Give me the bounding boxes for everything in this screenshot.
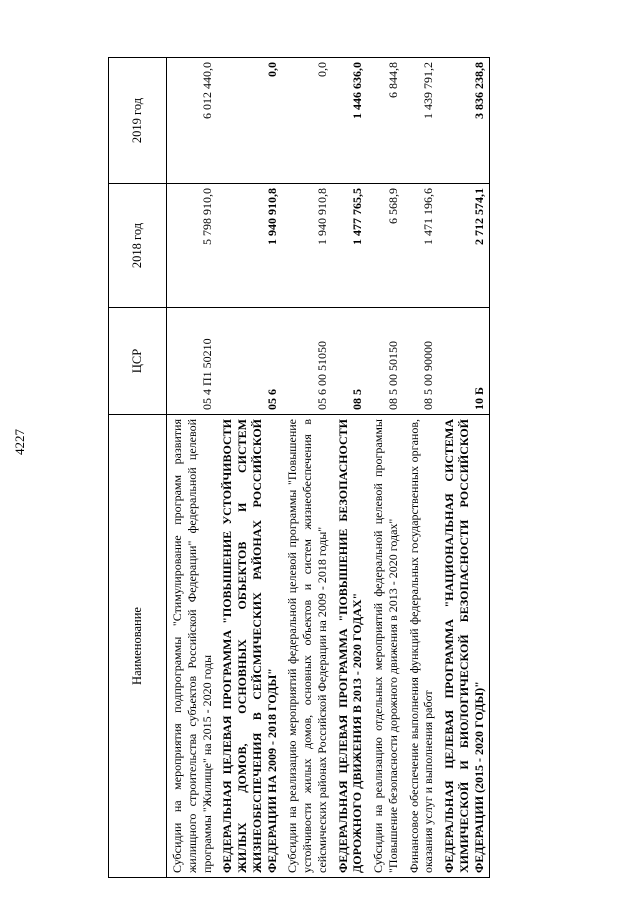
- row-code: 08 5: [333, 308, 369, 415]
- row-2018: 5 798 910,0: [167, 184, 218, 308]
- row-2019: 1 439 791,2: [404, 58, 440, 184]
- row-2018: 2 712 574,1: [439, 184, 490, 308]
- row-code: 05 6 00 51050: [282, 308, 332, 415]
- table-row: [439, 58, 490, 878]
- row-2019: 1 446 636,0: [333, 58, 369, 184]
- row-name: Субсидии на реализацию отдельных мероприятий федеральной целевой программы "Повышение безопасности дорожного движения в 2013 - 2020 годах": [368, 415, 404, 878]
- row-name: Субсидии на реализацию мероприятий федеральной целевой программы "Повышение устойчивости жилых домов, основных объектов и систем жизнеобеспечения в сейсмических районах Российской Федерации на 2009 - 2018 годы": [282, 415, 332, 878]
- table-row: [217, 58, 282, 878]
- row-2019: 0,0: [217, 58, 282, 184]
- row-code: 08 5 00 90000: [404, 308, 440, 415]
- row-2019: 6 844,8: [368, 58, 404, 184]
- row-2019: 6 012 440,0: [167, 58, 218, 184]
- header-code: ЦСР: [109, 308, 167, 415]
- row-2018: 1 940 910,8: [217, 184, 282, 308]
- page-number: 4227: [12, 429, 27, 455]
- row-2018: 1 477 765,5: [333, 184, 369, 308]
- row-code: 10 Б: [439, 308, 490, 415]
- table-row: [404, 58, 440, 878]
- header-2019: 2019 год: [109, 58, 167, 184]
- table-row: [167, 58, 218, 878]
- row-name: ФЕДЕРАЛЬНАЯ ЦЕЛЕВАЯ ПРОГРАММА "ПОВЫШЕНИЕ БЕЗОПАСНОСТИ ДОРОЖНОГО ДВИЖЕНИЯ В 2013 - 2020 ГОДАХ": [333, 415, 369, 878]
- table-row: [368, 58, 404, 878]
- row-name: ФЕДЕРАЛЬНАЯ ЦЕЛЕВАЯ ПРОГРАММА "ПОВЫШЕНИЕ УСТОЙЧИВОСТИ ЖИЛЫХ ДОМОВ, ОСНОВНЫХ ОБЪЕКТОВ И СИСТЕМ ЖИЗНЕОБЕСПЕЧЕНИЯ В СЕЙСМИЧЕСКИХ РАЙОНАХ РОССИЙСКОЙ ФЕДЕРАЦИИ НА 2009 - 2018 ГОДЫ": [217, 415, 282, 878]
- row-2019: 3 836 238,8: [439, 58, 490, 184]
- table-row: [282, 58, 332, 878]
- header-2018: 2018 год: [109, 184, 167, 308]
- rotated-page-content: [108, 58, 590, 878]
- row-code: 05 6: [217, 308, 282, 415]
- row-name: Субсидии на мероприятия подпрограммы "Стимулирование программ развития жилищного строительства субъектов Российской Федерации" федеральной целевой программы "Жилище" на 2015 - 2020 годы: [167, 415, 218, 878]
- row-name: Финансовое обеспечение выполнения функций федеральных государственных органов, оказания услуг и выполнения работ: [404, 415, 440, 878]
- row-code: 05 4 П1 50210: [167, 308, 218, 415]
- row-2018: 1 940 910,8: [282, 184, 332, 308]
- row-2018: 6 568,9: [368, 184, 404, 308]
- row-2019: 0,0: [282, 58, 332, 184]
- row-name: ФЕДЕРАЛЬНАЯ ЦЕЛЕВАЯ ПРОГРАММА "НАЦИОНАЛЬНАЯ СИСТЕМА ХИМИЧЕСКОЙ И БИОЛОГИЧЕСКОЙ БЕЗОПАСНОСТИ РОССИЙСКОЙ ФЕДЕРАЦИИ (2015 - 2020 ГОДЫ)": [439, 415, 490, 878]
- row-2018: 1 471 196,6: [404, 184, 440, 308]
- table-header-row: [109, 58, 167, 878]
- row-code: 08 5 00 50150: [368, 308, 404, 415]
- budget-table: [108, 57, 490, 878]
- header-name: Наименование: [109, 415, 167, 878]
- table-row: [333, 58, 369, 878]
